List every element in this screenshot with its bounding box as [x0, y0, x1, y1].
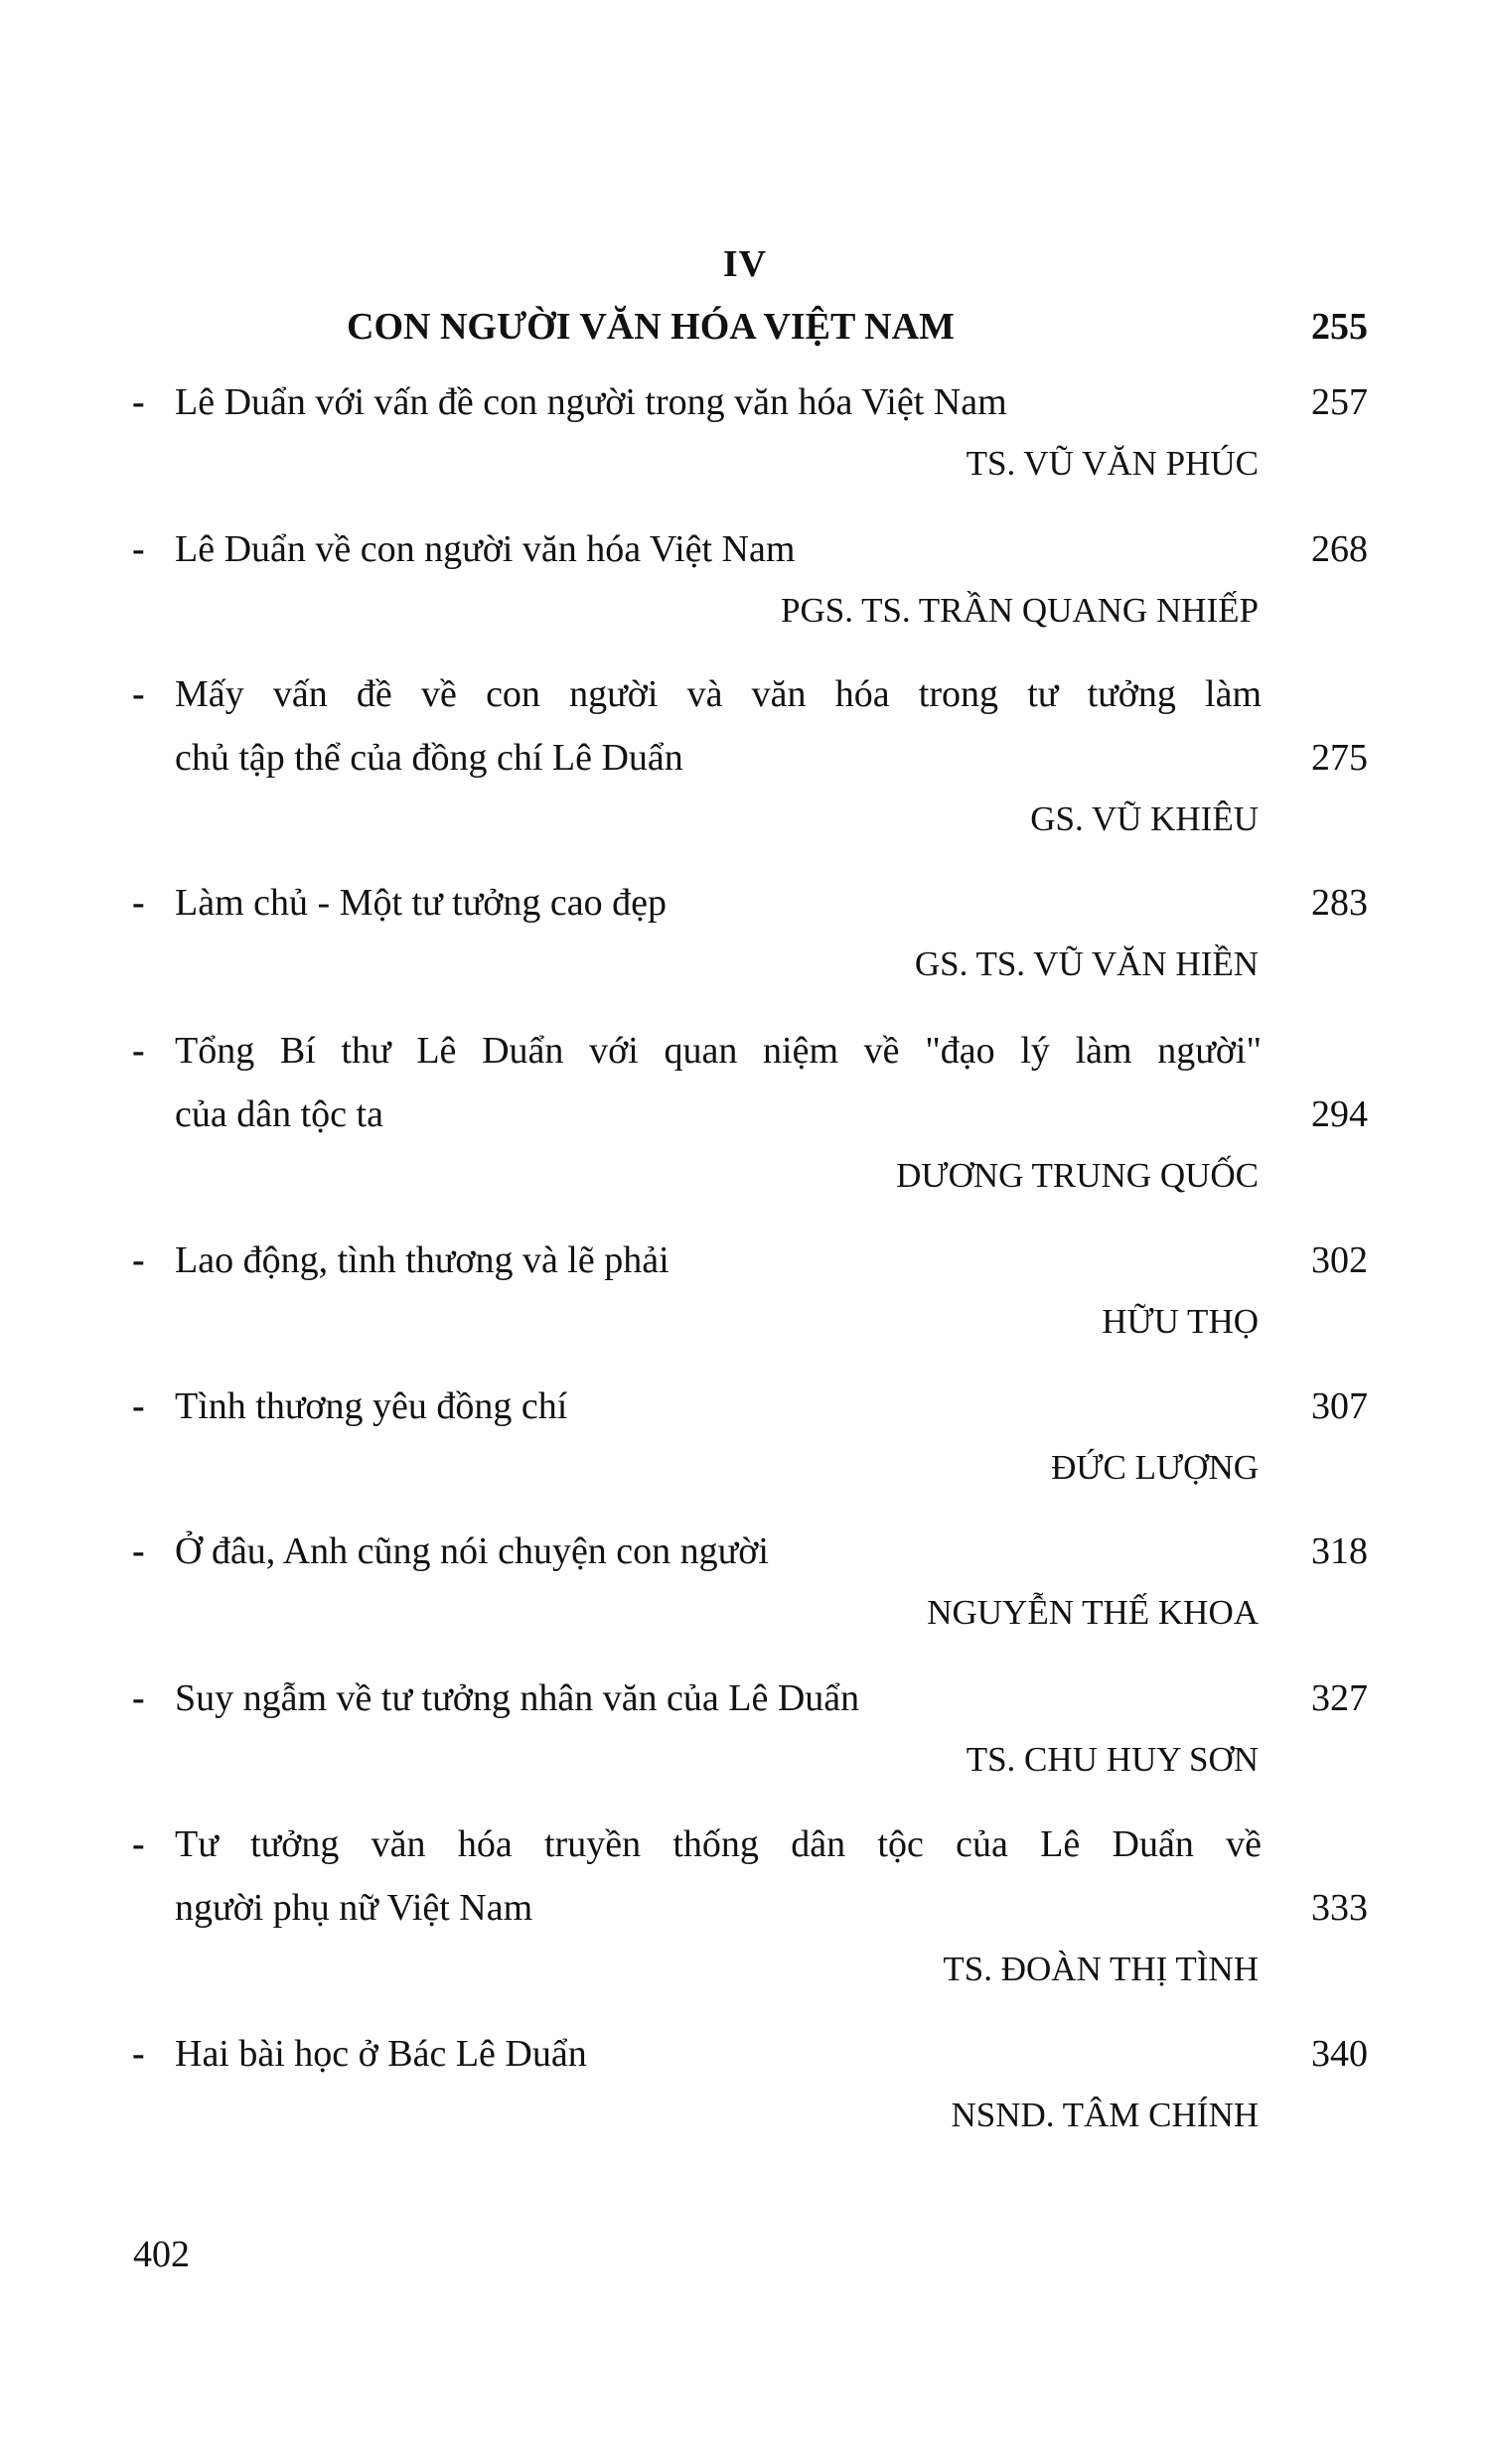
part-page-number: 255	[1311, 306, 1368, 348]
entry-dash: -	[132, 528, 145, 570]
entry-title: Tình thương yêu đồng chí	[175, 1385, 568, 1427]
toc-entry-line	[0, 525, 1490, 573]
toc-entry-line	[0, 1674, 1490, 1722]
entry-dash: -	[132, 1030, 145, 1072]
entry-page-number: 318	[1311, 1530, 1368, 1572]
part-title: CON NGƯỜI VĂN HÓA VIỆT NAM	[347, 306, 955, 348]
entry-page-number: 333	[1311, 1887, 1368, 1929]
entry-title: Lê Duẩn về con người văn hóa Việt Nam	[175, 528, 796, 570]
toc-entry-line	[0, 1884, 1490, 1932]
toc-entry-line	[0, 1090, 1490, 1138]
entry-title: chủ tập thể của đồng chí Lê Duẩn	[175, 737, 683, 779]
entry-page-number: 257	[1311, 381, 1368, 423]
entry-author: GS. VŨ KHIÊU	[1030, 799, 1259, 838]
toc-entry-line	[0, 670, 1490, 718]
toc-entry-line	[0, 734, 1490, 782]
entry-dash: -	[132, 882, 145, 924]
entry-page-number: 302	[1311, 1239, 1368, 1281]
entry-author: TS. ĐOÀN THỊ TÌNH	[943, 1950, 1259, 1988]
entry-page-number: 268	[1311, 528, 1368, 570]
folio-page-number: 402	[133, 2234, 190, 2275]
entry-title: Tổng Bí thư Lê Duẩn với quan niệm về "đạo lý làm người"	[175, 1030, 1262, 1072]
entry-title: Tư tưởng văn hóa truyền thống dân tộc của Lê Duẩn về	[175, 1823, 1262, 1865]
entry-title: Hai bài học ở Bác Lê Duẩn	[175, 2033, 587, 2075]
entry-page-number: 340	[1311, 2033, 1368, 2075]
entry-page-number: 327	[1311, 1677, 1368, 1719]
toc-entry-line	[0, 1236, 1490, 1284]
toc-entry-line	[0, 879, 1490, 927]
entry-page-number: 283	[1311, 882, 1368, 924]
entry-dash: -	[132, 1677, 145, 1719]
toc-entry-line	[0, 2030, 1490, 2078]
entry-title: người phụ nữ Việt Nam	[175, 1887, 533, 1929]
entry-title: Lê Duẩn với vấn đề con người trong văn hóa Việt Nam	[175, 381, 1007, 423]
entry-dash: -	[132, 673, 145, 715]
toc-entry-line	[0, 1382, 1490, 1430]
entry-author: TS. CHU HUY SƠN	[966, 1740, 1259, 1779]
entry-author: NGUYỄN THẾ KHOA	[927, 1593, 1259, 1632]
entry-title: Lao động, tình thương và lẽ phải	[175, 1239, 670, 1281]
part-number: IV	[722, 243, 768, 285]
entry-page-number: 275	[1311, 737, 1368, 779]
entry-author: HỮU THỌ	[1102, 1302, 1259, 1341]
entry-dash: -	[132, 1823, 145, 1865]
toc-entry-line	[0, 1027, 1490, 1075]
entry-dash: -	[132, 381, 145, 423]
entry-page-number: 294	[1311, 1093, 1368, 1135]
entry-dash: -	[132, 1530, 145, 1572]
entry-title: Mấy vấn đề về con người và văn hóa trong tư tưởng làm	[175, 673, 1262, 715]
entry-author: DƯƠNG TRUNG QUỐC	[896, 1156, 1259, 1195]
toc-entry-line	[0, 1527, 1490, 1575]
entry-dash: -	[132, 2033, 145, 2075]
entry-title: Làm chủ - Một tư tưởng cao đẹp	[175, 882, 668, 924]
entry-dash: -	[132, 1239, 145, 1281]
entry-author: PGS. TS. TRẦN QUANG NHIẾP	[781, 591, 1259, 630]
entry-title: Ở đâu, Anh cũng nói chuyện con người	[175, 1530, 769, 1572]
entry-page-number: 307	[1311, 1385, 1368, 1427]
entry-author: TS. VŨ VĂN PHÚC	[966, 444, 1259, 483]
entry-author: NSND. TÂM CHÍNH	[951, 2096, 1259, 2134]
entry-author: ĐỨC LƯỢNG	[1051, 1448, 1259, 1487]
entry-title: Suy ngẫm về tư tưởng nhân văn của Lê Duẩn	[175, 1677, 860, 1719]
entry-author: GS. TS. VŨ VĂN HIỀN	[914, 944, 1259, 983]
toc-entry-line	[0, 378, 1490, 426]
entry-title: của dân tộc ta	[175, 1093, 383, 1135]
entry-dash: -	[132, 1385, 145, 1427]
toc-entry-line	[0, 1820, 1490, 1868]
